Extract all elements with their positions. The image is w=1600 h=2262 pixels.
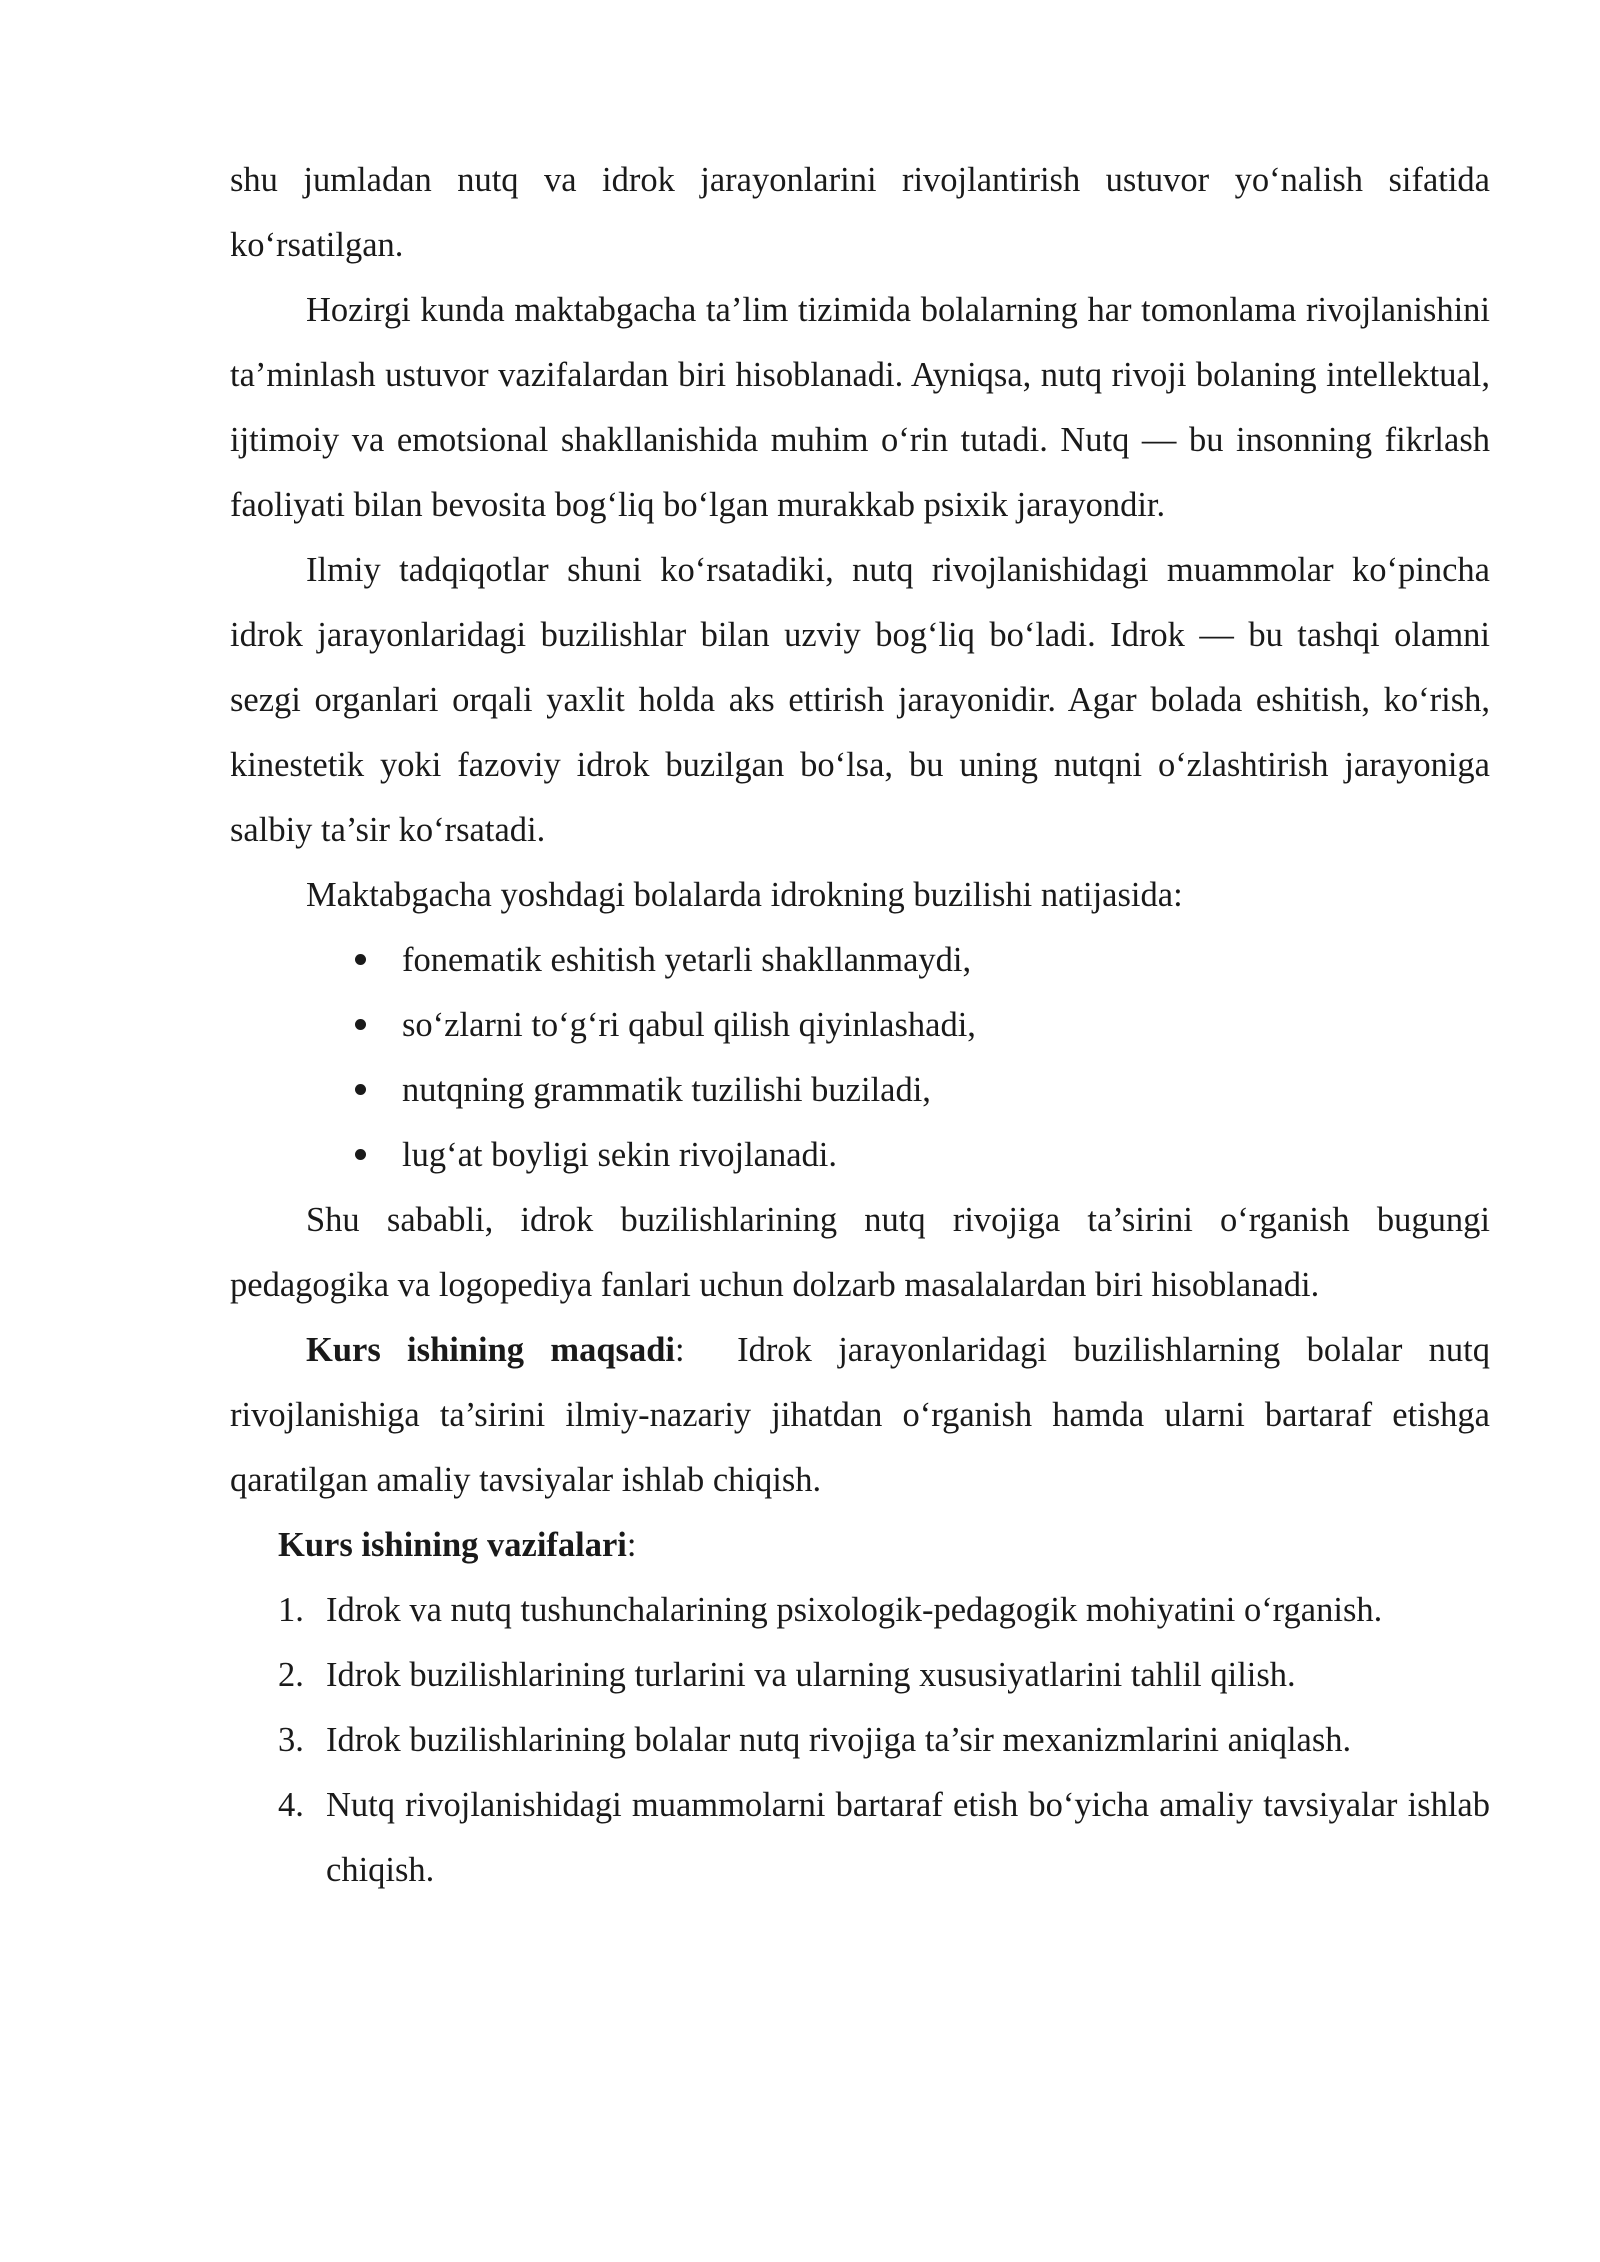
list-item-text: Idrok buzilishlarining bolalar nutq rivojiga ta’sir mexanizmlarini aniqlash.: [326, 1721, 1352, 1759]
bullet-icon: [355, 1019, 366, 1030]
paragraph-preschool-development: Hozirgi kunda maktabgacha ta’lim tizimida bolalarning har tomonlama rivojlanishini ta’minlash ustuvor vazifalardan biri hisoblanadi. Ayniqsa, nutq rivoji bolaning intellektual, ijtimoiy va emotsional shakllanishida muhim o‘rin tutadi. Nutq — bu insonning fikrlash faoliyati bilan bevosita bog‘liq bo‘lgan murakkab psixik jarayondir.: [230, 291, 1490, 524]
list-item-text: Idrok buzilishlarining turlarini va ularning xususiyatlarini tahlil qilish.: [326, 1656, 1296, 1694]
goal-colon: :: [674, 1331, 685, 1369]
paragraph-intro-continuation: shu jumladan nutq va idrok jarayonlarini rivojlantirish ustuvor yo‘nalish sifatida ko‘rsatilgan.: [230, 161, 1490, 264]
goal-text: Idrok jarayonlaridagi buzilishlarning bolalar nutq rivojlanishiga ta’sirini ilmiy-nazariy jihatdan o‘rganish hamda ularni bartaraf etishga qaratilgan amaliy tavsiyalar ishlab chiqish.: [230, 1331, 1499, 1499]
list-item: [230, 993, 1490, 1058]
list-item: [230, 1708, 1490, 1773]
list-item-number: 1.: [278, 1591, 304, 1629]
tasks-label: Kurs ishining vazifalari: [278, 1526, 627, 1564]
list-item-text: Idrok va nutq tushunchalarining psixologik-pedagogik mohiyatini o‘rganish.: [326, 1591, 1383, 1629]
list-item: [230, 1773, 1490, 1903]
paragraph-research-perception: Ilmiy tadqiqotlar shuni ko‘rsatadiki, nutq rivojlanishidagi muammolar ko‘pincha idrok jarayonlaridagi buzilishlar bilan uzviy bog‘liq bo‘ladi. Idrok — bu tashqi olamni sezgi organlari orqali yaxlit holda aks ettirish jarayonidir. Agar bolada eshitish, ko‘rish, kinestetik yoki fazoviy idrok buzilgan bo‘lsa, bu uning nutqni o‘zlashtirish jarayoniga salbiy ta’sir ko‘rsatadi.: [230, 551, 1490, 849]
list-item-text: nutqning grammatik tuzilishi buziladi,: [402, 1071, 931, 1109]
list-item-text: fonematik eshitish yetarli shakllanmaydi,: [402, 941, 972, 979]
list-item: [230, 1578, 1490, 1643]
bullet-icon: [355, 954, 366, 965]
bullet-icon: [355, 1084, 366, 1095]
tasks-list: [230, 1578, 1490, 1903]
paragraph-goal: [230, 1318, 1499, 1513]
list-item: [230, 1643, 1490, 1708]
list-item: [230, 1123, 1490, 1188]
list-item-text: lug‘at boyligi sekin rivojlanadi.: [402, 1136, 838, 1174]
document-page: [230, 148, 1499, 1903]
list-item-text: so‘zlarni to‘g‘ri qabul qilish qiyinlashadi,: [402, 1006, 976, 1044]
list-item: [230, 928, 1490, 993]
list-item-number: 2.: [278, 1656, 304, 1694]
list-item-number: 4.: [278, 1786, 304, 1824]
paragraph-relevance: Shu sababli, idrok buzilishlarining nutq rivojiga ta’sirini o‘rganish bugungi pedagogika va logopediya fanlari uchun dolzarb masalalardan biri hisoblanadi.: [230, 1201, 1490, 1304]
list-item-text: Nutq rivojlanishidagi muammolarni bartaraf etish bo‘yicha amaliy tavsiyalar ishlab chiqish.: [326, 1786, 1490, 1889]
goal-label: Kurs ishining maqsadi: [306, 1331, 675, 1369]
tasks-heading: [230, 1513, 1490, 1578]
paragraph-consequences-intro: Maktabgacha yoshdagi bolalarda idrokning buzilishi natijasida:: [306, 876, 1183, 914]
bullet-icon: [355, 1149, 366, 1160]
consequences-list: [230, 928, 1490, 1188]
list-item-number: 3.: [278, 1721, 304, 1759]
list-item: [230, 1058, 1490, 1123]
tasks-colon: :: [626, 1526, 637, 1564]
